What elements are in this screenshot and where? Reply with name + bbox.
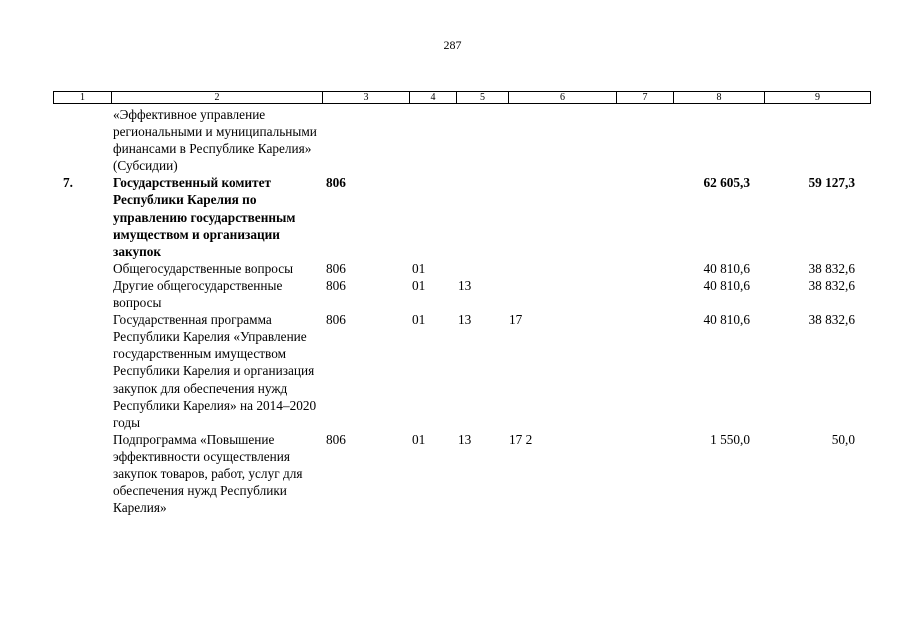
table-row: [53, 431, 861, 516]
table-row: [53, 174, 861, 259]
column-header-2: 2: [112, 92, 323, 104]
table-row: [53, 260, 861, 277]
row-code-3: 806: [326, 312, 346, 328]
column-header-1: 1: [54, 92, 112, 104]
row-amount-9: 59 127,3: [808, 175, 855, 191]
row-name: «Эффективное управление региональными и муниципальными финансами в Республике Карелия» (Субсидии): [113, 107, 317, 174]
column-header-table: [53, 91, 871, 104]
row-amount-8: 62 605,3: [703, 175, 750, 191]
row-name: Другие общегосударственные вопросы: [113, 277, 283, 311]
row-code-4: 01: [412, 431, 426, 447]
row-code-3: [320, 106, 406, 174]
row-name: Государственная программа Республики Карелия «Управление государственным имуществом Республики Карелия и организация закупок для обеспечения нужд Республики Карелия» на 2014–2020 годы: [113, 312, 317, 430]
row-number: 7.: [63, 175, 73, 191]
row-code-3: 806: [326, 431, 346, 447]
row-code-4: 01: [412, 312, 426, 328]
row-amount-8: 1 550,0: [710, 431, 750, 447]
row-code-4: 01: [412, 277, 426, 293]
row-code-4: [406, 106, 452, 174]
row-code-7: [610, 277, 666, 311]
row-code-5: 13: [458, 277, 472, 293]
row-number: [53, 311, 110, 431]
row-code-3: 806: [326, 175, 346, 191]
row-amount-9: 50,0: [831, 431, 855, 447]
column-header-4: 4: [410, 92, 457, 104]
row-code-5: [452, 174, 503, 259]
budget-table: [53, 106, 861, 516]
row-amount-9: [756, 106, 861, 174]
column-header-7: 7: [617, 92, 674, 104]
table-row: [53, 277, 861, 311]
row-code-5: [452, 260, 503, 277]
row-code-7: [610, 431, 666, 516]
row-code-4: [406, 174, 452, 259]
page-number: 287: [443, 38, 462, 52]
row-code-5: 13: [458, 312, 472, 328]
row-code-4: 01: [412, 260, 426, 276]
table-row: [53, 106, 861, 174]
column-header-9: 9: [765, 92, 871, 104]
row-name: Подпрограмма «Повышение эффективности осуществления закупок товаров, работ, услуг для обеспечения нужд Республики Карелия»: [113, 431, 303, 516]
row-code-7: [610, 106, 666, 174]
row-code-7: [610, 260, 666, 277]
row-code-5: 13: [458, 431, 472, 447]
row-code-3: 806: [326, 260, 346, 276]
row-code-6: [503, 174, 610, 259]
row-code-6: [503, 106, 610, 174]
row-code-3: 806: [326, 277, 346, 293]
row-amount-8: [666, 106, 756, 174]
column-header-8: 8: [674, 92, 765, 104]
row-code-6: 17 2: [509, 431, 533, 447]
row-code-7: [610, 311, 666, 431]
row-name: Общегосударственные вопросы: [113, 260, 294, 276]
row-amount-8: 40 810,6: [703, 277, 750, 293]
row-amount-8: 40 810,6: [703, 260, 750, 276]
row-code-5: [452, 106, 503, 174]
row-amount-9: 38 832,6: [808, 260, 855, 276]
row-number: [53, 431, 110, 516]
column-header-row: [54, 92, 871, 104]
row-amount-8: 40 810,6: [703, 312, 750, 328]
row-number: [53, 106, 110, 174]
row-name: Государственный комитет Республики Карелия по управлению государственным имуществом и организации закупок: [113, 175, 296, 259]
row-amount-9: 38 832,6: [808, 277, 855, 293]
row-code-6: 17: [509, 312, 523, 328]
table-row: [53, 311, 861, 431]
column-header-5: 5: [457, 92, 509, 104]
row-amount-9: 38 832,6: [808, 312, 855, 328]
row-code-6: [503, 260, 610, 277]
row-number: [53, 260, 110, 277]
column-header-3: 3: [323, 92, 410, 104]
row-number: [53, 277, 110, 311]
row-code-7: [610, 174, 666, 259]
column-header-6: 6: [509, 92, 617, 104]
row-code-6: [503, 277, 610, 311]
